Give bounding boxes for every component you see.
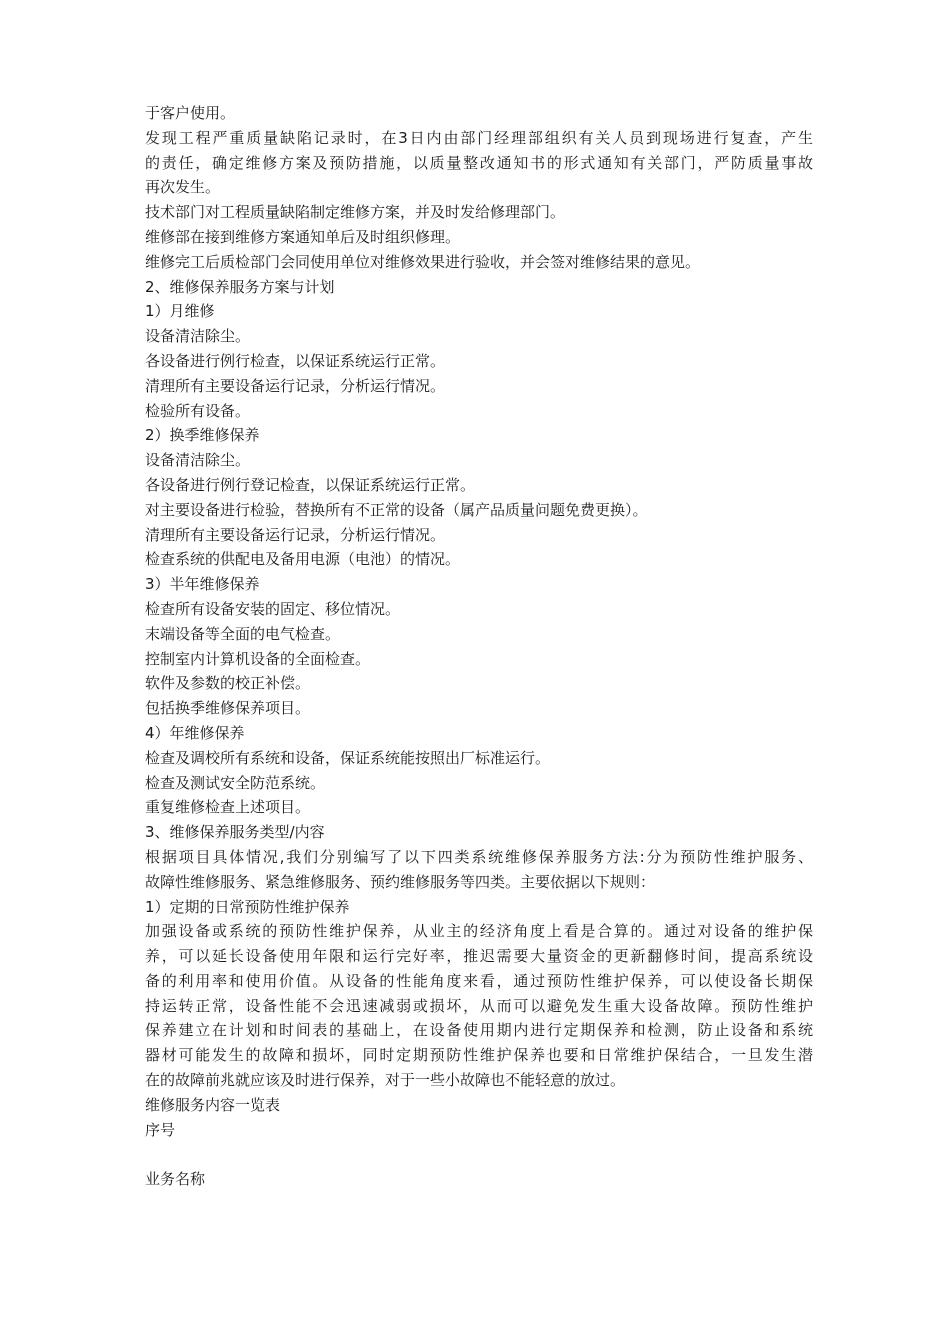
text-line: 器材可能发生的故障和损坏，同时定期预防性维护保养也要和日常维护保结合，一旦发生潜 <box>145 1046 813 1065</box>
section-heading: 2、维修保养服务方案与计划 <box>145 277 335 296</box>
text-line: 对主要设备进行检验，替换所有不正常的设备（属产品质量问题免费更换）。 <box>145 500 648 519</box>
text-line: 加强设备或系统的预防性维护保养，从业主的经济角度上看是合算的。通过对设备的维护保 <box>145 922 813 941</box>
text-line: 再次发生。 <box>145 178 221 197</box>
document-page <box>145 101 813 1192</box>
blank-line <box>145 1142 813 1167</box>
text-line: 控制室内计算机设备的全面检查。 <box>145 649 371 668</box>
text-line: 重复维修检查上述项目。 <box>145 798 311 817</box>
text-line: 持运转正常，设备性能不会迅速减弱或损坏，从而可以避免发生重大设备故障。预防性维护 <box>145 996 813 1015</box>
text-line: 故障性维修服务、紧急维修服务、预约维修服务等四类。主要依据以下规则： <box>145 872 656 891</box>
text-line: 包括换季维修保养项目。 <box>145 699 311 718</box>
subsection-heading: 4）年维修保养 <box>145 723 245 742</box>
text-line: 养，可以延长设备使用年限和运行完好率，推迟需要大量资金的更新翻修时间，提高系统设 <box>145 947 813 966</box>
subsection-heading: 1）月维修 <box>145 302 215 321</box>
text-line: 维修部在接到维修方案通知单后及时组织修理。 <box>145 227 461 246</box>
subsection-heading: 3）半年维修保养 <box>145 575 260 594</box>
table-header-cell: 序号 <box>145 1120 176 1139</box>
text-line: 清理所有主要设备运行记录，分析运行情况。 <box>145 376 446 395</box>
text-line: 检查系统的供配电及备用电源（电池）的情况。 <box>145 550 461 569</box>
text-line: 在的故障前兆就应该及时进行保养，对于一些小故障也不能轻意的放过。 <box>145 1071 626 1090</box>
text-line: 根据项目具体情况,我们分别编写了以下四类系统维修保养服务方法:分为预防性维护服务、 <box>145 847 813 866</box>
text-line: 各设备进行例行登记检查，以保证系统运行正常。 <box>145 475 476 494</box>
text-line: 发现工程严重质量缺陷记录时，在3日内由部门经理部组织有关人员到现场进行复查，产生 <box>145 128 813 147</box>
section-heading: 3、维修保养服务类型/内容 <box>145 823 325 842</box>
text-line: 检查所有设备安装的固定、移位情况。 <box>145 599 401 618</box>
text-line: 设备清洁除尘。 <box>145 327 251 346</box>
text-line: 维修完工后质检部门会同使用单位对维修效果进行验收，并会签对维修结果的意见。 <box>145 252 701 271</box>
text-line: 的责任，确定维修方案及预防措施，以质量整改通知书的形式通知有关部门，严防质量事故 <box>145 153 813 172</box>
table-title: 维修服务内容一览表 <box>145 1095 281 1114</box>
text-line: 末端设备等全面的电气检查。 <box>145 624 341 643</box>
text-line: 技术部门对工程质量缺陷制定维修方案，并及时发给修理部门。 <box>145 203 566 222</box>
text-line: 设备清洁除尘。 <box>145 451 251 470</box>
table-header-cell: 业务名称 <box>145 1170 206 1189</box>
text-line: 检查及测试安全防范系统。 <box>145 773 326 792</box>
text-line: 检查及调校所有系统和设备，保证系统能按照出厂标准运行。 <box>145 748 551 767</box>
subsection-heading: 1）定期的日常预防性维护保养 <box>145 897 350 916</box>
text-line: 保养建立在计划和时间表的基础上，在设备使用期内进行定期保养和检测，防止设备和系统 <box>145 1021 813 1040</box>
text-line: 备的利用率和使用价值。从设备的性能角度来看，通过预防性维护保养，可以使设备长期保 <box>145 971 813 990</box>
text-line: 清理所有主要设备运行记录，分析运行情况。 <box>145 525 446 544</box>
text-line: 软件及参数的校正补偿。 <box>145 674 311 693</box>
text-line: 检验所有设备。 <box>145 401 251 420</box>
subsection-heading: 2）换季维修保养 <box>145 426 260 445</box>
text-line: 各设备进行例行检查，以保证系统运行正常。 <box>145 351 446 370</box>
text-line: 于客户使用。 <box>145 104 236 122</box>
